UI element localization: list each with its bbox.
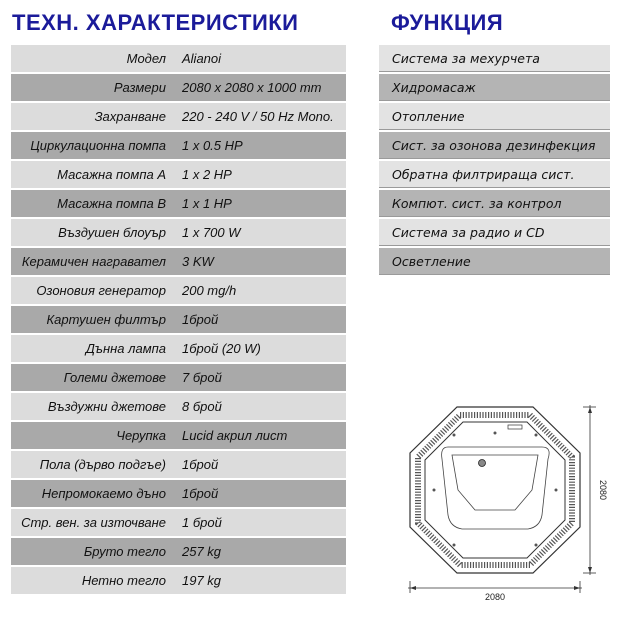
function-row xyxy=(379,132,610,159)
spec-label: Циркулационна помпа xyxy=(30,138,166,153)
spec-row xyxy=(11,248,346,275)
spec-value: 1брой xyxy=(182,312,219,327)
spec-row xyxy=(11,74,346,101)
spec-value: 8 брой xyxy=(182,399,222,414)
spec-value: 1 x 0.5 HP xyxy=(182,138,243,153)
spec-row xyxy=(11,451,346,478)
spec-label: Модел xyxy=(126,51,166,66)
tub-jet xyxy=(535,434,538,437)
tub-footwell xyxy=(452,455,538,510)
functions-table xyxy=(379,45,610,277)
spec-value: 7 брой xyxy=(182,370,222,385)
spec-row xyxy=(11,103,346,130)
spec-row xyxy=(11,480,346,507)
spec-label: Масажна помпа В xyxy=(57,196,166,211)
spec-row xyxy=(11,422,346,449)
spec-row xyxy=(11,190,346,217)
function-row xyxy=(379,74,610,101)
spec-label: Непромокаемо дъно xyxy=(41,486,166,501)
spec-label: Пола (дърво подгъе) xyxy=(39,457,166,472)
spec-row xyxy=(11,393,346,420)
spec-label: Въздушен блоуър xyxy=(58,225,166,240)
spec-value: 2080 x 2080 x 1000 mm xyxy=(182,80,322,95)
spec-label: Въздужни джетове xyxy=(47,399,166,414)
function-row xyxy=(379,219,610,246)
function-row xyxy=(379,248,610,275)
spec-value: 3 KW xyxy=(182,254,214,269)
spec-label: Захранване xyxy=(94,109,166,124)
tub-jet xyxy=(535,544,538,547)
spec-label: Стр. вен. за източване xyxy=(21,515,166,530)
tub-jet xyxy=(494,432,497,435)
spec-row xyxy=(11,161,346,188)
spec-label: Керамичен награвател xyxy=(21,254,166,269)
tub-jet xyxy=(453,544,456,547)
spec-value: 1 x 1 HP xyxy=(182,196,232,211)
spec-row xyxy=(11,45,346,72)
spec-row xyxy=(11,132,346,159)
spec-row xyxy=(11,364,346,391)
function-label: Обратна филтрираща сист. xyxy=(392,166,575,182)
tub-drawing-svg xyxy=(390,395,610,610)
width-dimension-label: 2080 xyxy=(484,592,506,602)
function-label: Отопление xyxy=(392,108,465,124)
spec-value: 1 x 700 W xyxy=(182,225,241,240)
spec-value: 1 брой xyxy=(182,515,222,530)
spec-value: 1брой xyxy=(182,486,219,501)
tub-drain xyxy=(479,460,486,467)
spec-value: 197 kg xyxy=(182,573,222,588)
spec-row xyxy=(11,567,346,594)
spec-label: Размери xyxy=(113,80,166,95)
tub-rim-band xyxy=(418,415,572,565)
tub-jet xyxy=(555,489,558,492)
function-label: Система за радио и CD xyxy=(392,224,545,240)
spec-row xyxy=(11,306,346,333)
spec-label: Бруто тегло xyxy=(83,544,166,559)
function-label: Компют. сист. за контрол xyxy=(392,195,562,211)
spec-row xyxy=(11,219,346,246)
spec-value: 1 x 2 HP xyxy=(182,167,232,182)
function-row xyxy=(379,190,610,217)
tub-rim-inner xyxy=(425,422,565,558)
tub-top-view-drawing xyxy=(390,395,610,610)
tub-jet xyxy=(453,434,456,437)
spec-value: 220 - 240 V / 50 Hz Mono. xyxy=(182,109,334,124)
function-label: Система за мехурчета xyxy=(392,50,540,66)
function-row xyxy=(379,103,610,130)
spec-value: 200 mg/h xyxy=(182,283,237,298)
spec-value: Alianoi xyxy=(182,51,222,66)
spec-label: Картушен филтър xyxy=(46,312,166,327)
spec-row xyxy=(11,509,346,536)
spec-row xyxy=(11,335,346,362)
function-label: Хидромасаж xyxy=(392,79,476,95)
spec-label: Озоновия генератор xyxy=(36,283,166,298)
tub-control-panel xyxy=(508,425,522,429)
spec-value: 1брой xyxy=(182,457,219,472)
specs-heading: ТЕХН. ХАРАКТЕРИСТИКИ xyxy=(12,10,299,35)
spec-label: Черупка xyxy=(116,428,166,443)
function-label: Осветление xyxy=(392,253,471,269)
spec-label: Нетно тегло xyxy=(81,573,166,588)
spec-row xyxy=(11,277,346,304)
spec-value: 1брой (20 W) xyxy=(182,341,261,356)
function-row xyxy=(379,45,610,72)
function-row xyxy=(379,161,610,188)
specs-table xyxy=(11,45,346,596)
spec-label: Масажна помпа А xyxy=(57,167,166,182)
spec-label: Дънна лампа xyxy=(85,341,166,356)
function-label: Сист. за озонова дезинфекция xyxy=(392,137,596,153)
height-dimension-label: 2080 xyxy=(598,479,608,501)
spec-value: 257 kg xyxy=(182,544,222,559)
spec-row xyxy=(11,538,346,565)
spec-label: Големи джетове xyxy=(63,370,166,385)
functions-heading: ФУНКЦИЯ xyxy=(391,10,504,35)
spec-value: Lucid акрил лист xyxy=(182,428,288,443)
tub-jet xyxy=(433,489,436,492)
